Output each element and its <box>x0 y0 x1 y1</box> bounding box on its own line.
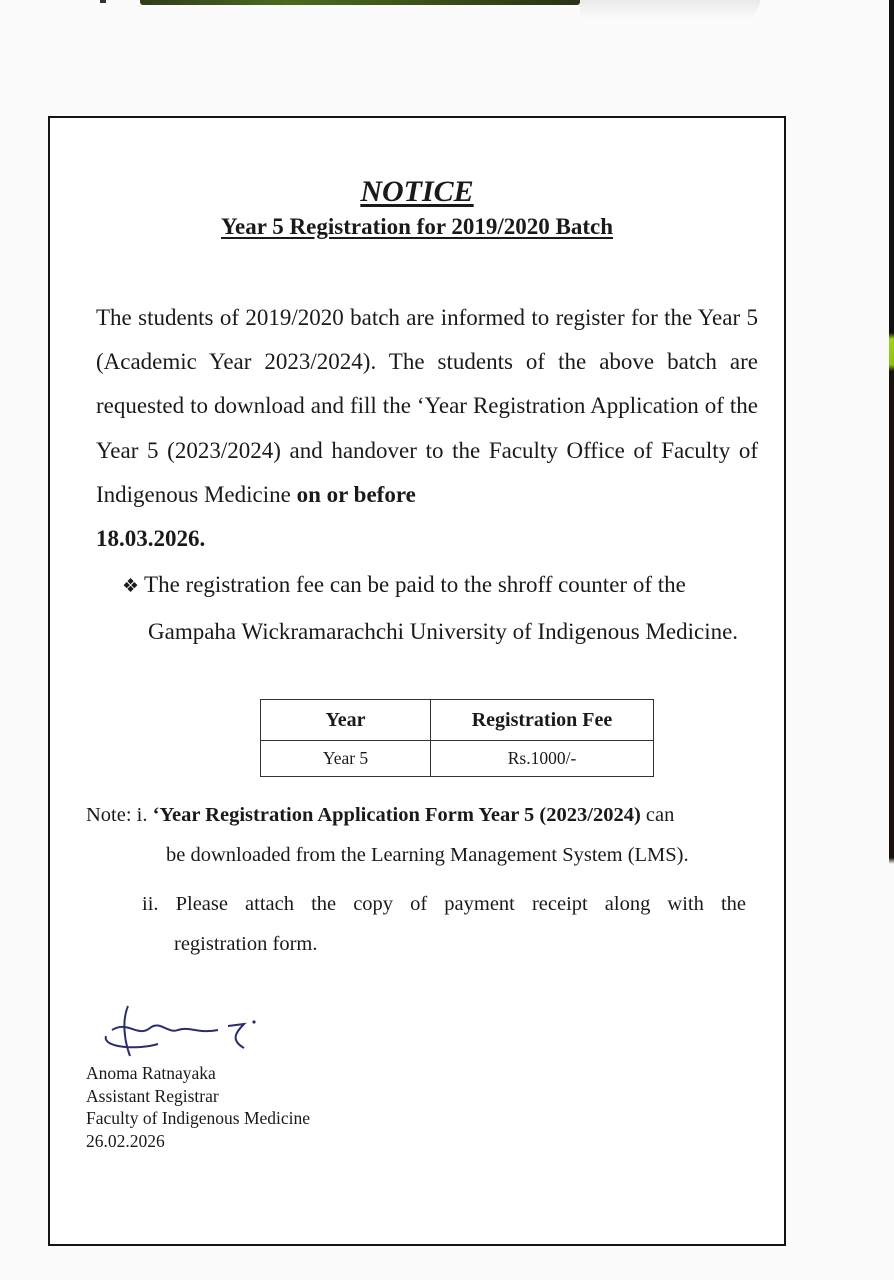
notice-frame <box>48 116 786 1246</box>
signatory-position: Assistant Registrar <box>86 1085 219 1106</box>
table-header-row <box>261 700 654 741</box>
notice-title: NOTICE <box>360 175 474 208</box>
note-item-1-line-2: be downloaded from the Learning Management System (LMS). <box>166 843 689 866</box>
deadline-date: 18.03.2026. <box>96 526 206 552</box>
deadline-prefix: on or before <box>296 481 416 507</box>
scan-artifact <box>100 0 106 3</box>
note-item-2: ii. Please attach the copy of payment receipt along with the <box>142 893 746 915</box>
note-form-name: ‘Year Registration Application Form Year 5 (2023/2024) <box>152 804 641 826</box>
signature-date: 26.02.2026 <box>86 1130 165 1151</box>
registration-fee-table <box>260 699 654 777</box>
signatory-block <box>86 1062 310 1152</box>
signatory-faculty: Faculty of Indigenous Medicine <box>86 1108 311 1128</box>
fee-payment-bullet <box>122 563 758 654</box>
bullet-first-line: The registration fee can be paid to the shroff counter of the <box>144 572 686 597</box>
diamond-bullet-icon: ❖ <box>122 576 140 597</box>
scan-edge-strip <box>140 0 580 5</box>
note-item-1-tail: can <box>640 804 675 826</box>
paragraph-text: The students of 2019/2020 batch are informed to register for the Year 5 (Academic Year 2023/2024). The students of the above batch are requested to download and fill the ‘Year Registration Application of the Year 5 (2023/2024) and handover to the Faculty Office of Faculty of Indigenous Medicine <box>96 305 758 507</box>
notes-section <box>86 796 746 964</box>
scan-shadow <box>580 0 760 20</box>
table-row <box>261 741 654 777</box>
main-paragraph <box>96 296 758 561</box>
signature-icon <box>98 1000 268 1060</box>
scan-right-edge <box>889 0 894 1280</box>
cell-year: Year 5 <box>261 741 431 777</box>
header-year: Year <box>261 700 431 741</box>
header-registration-fee: Registration Fee <box>431 700 654 741</box>
note-item-2-line-2: registration form. <box>174 932 318 955</box>
notice-subtitle: Year 5 Registration for 2019/2020 Batch <box>220 214 614 239</box>
bullet-rest: Gampaha Wickramarachchi University of Indigenous Medicine. <box>148 618 739 644</box>
note-item-1 <box>86 796 746 836</box>
signatory-name: Anoma Ratnayaka <box>86 1063 216 1083</box>
note-label: Note: i. <box>86 804 153 826</box>
cell-fee: Rs.1000/- <box>431 741 654 777</box>
